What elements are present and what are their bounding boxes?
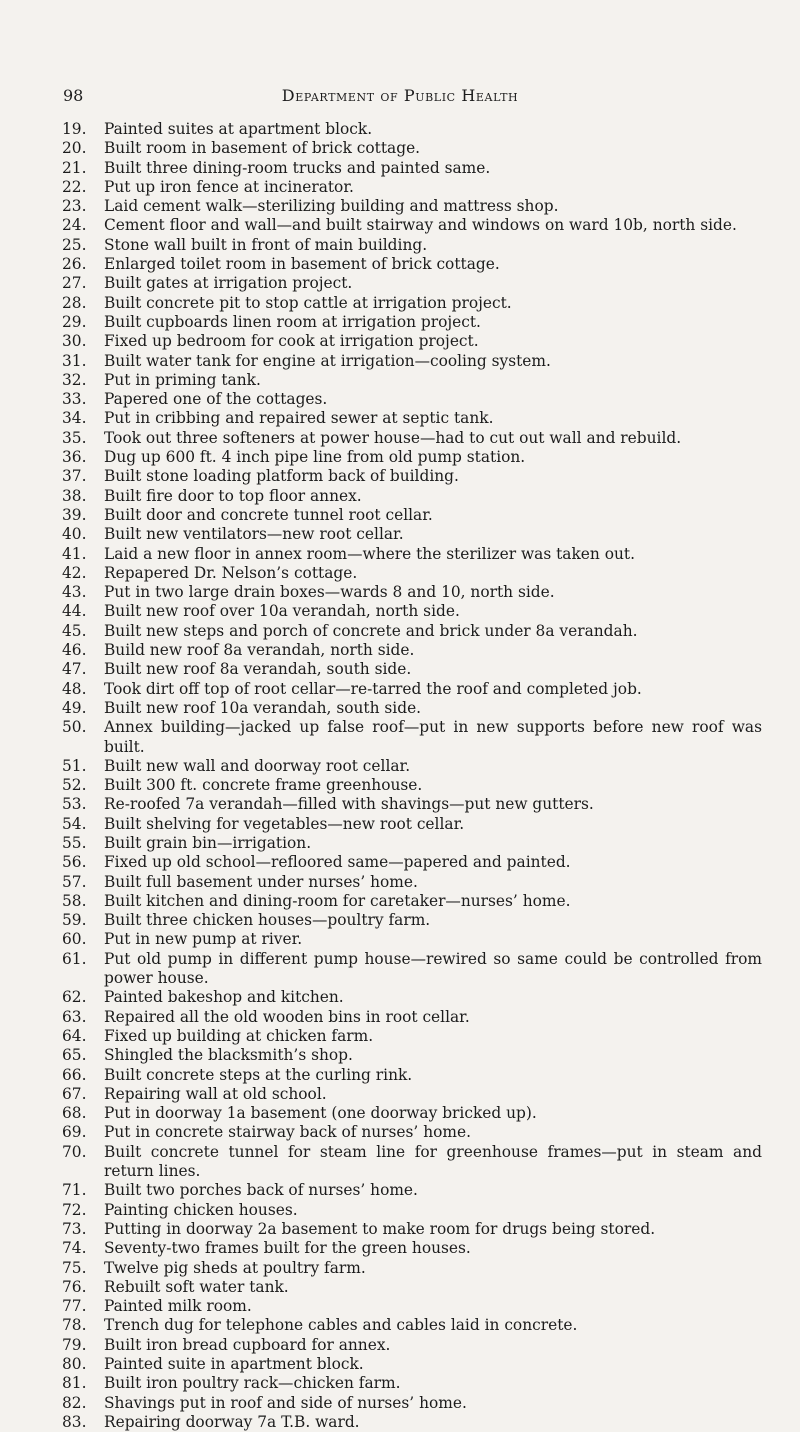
list-item	[62, 930, 762, 949]
item-number: 20.	[62, 139, 87, 158]
list-item	[62, 1201, 762, 1220]
page-number: 98	[63, 86, 84, 105]
list-item	[62, 139, 762, 158]
item-text: Put in concrete stairway back of nurses’ home.	[104, 1123, 471, 1142]
item-text: Repapered Dr. Nelson’s cottage.	[104, 563, 358, 582]
list-item	[62, 950, 762, 989]
item-number: 77.	[62, 1297, 87, 1316]
item-number: 61.	[62, 949, 87, 968]
item-number: 47.	[62, 660, 87, 679]
item-number: 71.	[62, 1181, 87, 1200]
item-number: 66.	[62, 1065, 87, 1084]
item-text: Built new roof over 10a verandah, north side.	[104, 602, 460, 621]
item-number: 69.	[62, 1123, 87, 1142]
item-number: 54.	[62, 814, 87, 833]
list-item	[62, 853, 762, 872]
item-text: Built new roof 8a verandah, south side.	[104, 660, 412, 679]
list-item	[62, 1394, 762, 1413]
list-item	[62, 120, 762, 139]
item-text: Painting chicken houses.	[104, 1200, 298, 1219]
list-item	[62, 390, 762, 409]
list-item	[62, 815, 762, 834]
item-text: Putting in doorway 2a basement to make room for drugs being stored.	[104, 1219, 656, 1238]
item-number: 83.	[62, 1412, 87, 1431]
list-item	[62, 1278, 762, 1297]
item-number: 35.	[62, 428, 87, 447]
list-item	[62, 795, 762, 814]
running-head: Department of Public Health	[281, 86, 519, 105]
list-item	[62, 873, 762, 892]
item-text: Put up iron fence at incinerator.	[104, 177, 354, 196]
item-number: 50.	[62, 718, 87, 737]
item-text: Built new ventilators—new root cellar.	[104, 525, 404, 544]
list-item	[62, 448, 762, 467]
list-item	[62, 178, 762, 197]
list-item	[62, 988, 762, 1007]
list-item	[62, 911, 762, 930]
list-item	[62, 1374, 762, 1393]
item-number: 25.	[62, 235, 87, 254]
item-text: Built three chicken houses—poultry farm.	[104, 911, 431, 930]
item-text: Trench dug for telephone cables and cables laid in concrete.	[104, 1316, 578, 1335]
item-number: 43.	[62, 583, 87, 602]
list-item	[62, 1027, 762, 1046]
item-text: Put in new pump at river.	[104, 930, 303, 949]
list-item	[62, 429, 762, 448]
item-number: 53.	[62, 795, 87, 814]
list-item	[62, 1066, 762, 1085]
item-text: Painted suites at apartment block.	[104, 120, 373, 138]
item-text: Stone wall built in front of main building.	[104, 235, 428, 254]
item-text: Shingled the blacksmith’s shop.	[104, 1046, 353, 1065]
item-number: 29.	[62, 312, 87, 331]
item-number: 56.	[62, 853, 87, 872]
list-item	[62, 718, 762, 757]
item-number: 68.	[62, 1104, 87, 1123]
list-item	[62, 1297, 762, 1316]
item-number: 81.	[62, 1374, 87, 1393]
item-text: Seventy-two frames built for the green houses.	[104, 1239, 471, 1258]
item-number: 52.	[62, 776, 87, 795]
item-text: Painted bakeshop and kitchen.	[104, 988, 344, 1007]
item-text: Built room in basement of brick cottage.	[104, 139, 421, 158]
item-number: 55.	[62, 833, 87, 852]
item-text: Built concrete pit to stop cattle at irrigation project.	[104, 293, 512, 312]
item-number: 28.	[62, 293, 87, 312]
list-item	[62, 525, 762, 544]
item-number: 40.	[62, 525, 87, 544]
list-item	[62, 197, 762, 216]
item-number: 73.	[62, 1219, 87, 1238]
item-text: Rebuilt soft water tank.	[104, 1277, 289, 1296]
list-item	[62, 487, 762, 506]
item-text: Built iron bread cupboard for annex.	[104, 1335, 391, 1354]
item-text: Enlarged toilet room in basement of brick cottage.	[104, 255, 500, 274]
item-text: Built three dining-room trucks and painted same.	[104, 158, 491, 177]
list-item	[62, 1220, 762, 1239]
work-items-list	[62, 120, 762, 1432]
item-number: 63.	[62, 1007, 87, 1026]
item-number: 34.	[62, 409, 87, 428]
item-text: Shavings put in roof and side of nurses’ home.	[104, 1393, 467, 1412]
list-item	[62, 1181, 762, 1200]
item-number: 24.	[62, 216, 87, 235]
list-item	[62, 1008, 762, 1027]
item-text: Fixed up building at chicken farm.	[104, 1026, 374, 1045]
item-text: Papered one of the cottages.	[104, 390, 328, 409]
item-number: 75.	[62, 1258, 87, 1277]
list-item	[62, 294, 762, 313]
item-text: Built door and concrete tunnel root cellar.	[104, 505, 433, 524]
list-item	[62, 622, 762, 641]
list-item	[62, 332, 762, 351]
item-text: Built cupboards linen room at irrigation project.	[104, 312, 481, 331]
item-text: Painted milk room.	[104, 1297, 252, 1316]
item-number: 51.	[62, 756, 87, 775]
item-text: Built water tank for engine at irrigation—cooling system.	[104, 351, 551, 370]
list-item	[62, 1316, 762, 1335]
item-text: Built grain bin—irrigation.	[104, 833, 312, 852]
item-number: 70.	[62, 1142, 87, 1161]
list-item	[62, 409, 762, 428]
item-number: 23.	[62, 197, 87, 216]
item-number: 21.	[62, 158, 87, 177]
item-text: Put in doorway 1a basement (one doorway bricked up).	[104, 1104, 537, 1123]
item-number: 49.	[62, 698, 87, 717]
item-text: Fixed up old school—refloored same—papered and painted.	[104, 853, 571, 872]
item-number: 72.	[62, 1200, 87, 1219]
list-item	[62, 216, 762, 235]
item-number: 60.	[62, 930, 87, 949]
item-text: Built new wall and doorway root cellar.	[104, 756, 411, 775]
list-item	[62, 1336, 762, 1355]
list-item	[62, 1104, 762, 1123]
item-number: 80.	[62, 1355, 87, 1373]
item-number: 58.	[62, 891, 87, 910]
item-text: Build new roof 8a verandah, north side.	[104, 641, 415, 660]
item-text: Re-roofed 7a verandah—filled with shavings—put new gutters.	[104, 795, 594, 814]
item-number: 67.	[62, 1084, 87, 1103]
item-number: 76.	[62, 1277, 87, 1296]
item-text: Repairing wall at old school.	[104, 1084, 327, 1103]
item-number: 22.	[62, 177, 87, 196]
list-item	[62, 467, 762, 486]
list-item	[62, 371, 762, 390]
list-item	[62, 1046, 762, 1065]
item-text: Built concrete tunnel for steam line for greenhouse frames—put in steam and return lines.	[104, 1142, 762, 1181]
list-item	[62, 1085, 762, 1104]
item-text: Put in two large drain boxes—wards 8 and 10, north side.	[104, 583, 555, 602]
list-item	[62, 564, 762, 583]
item-number: 31.	[62, 351, 87, 370]
list-item	[62, 641, 762, 660]
item-text: Built two porches back of nurses’ home.	[104, 1181, 418, 1200]
item-number: 62.	[62, 988, 87, 1007]
list-item	[62, 757, 762, 776]
item-number: 59.	[62, 911, 87, 930]
item-text: Fixed up bedroom for cook at irrigation project.	[104, 332, 479, 351]
item-number: 78.	[62, 1316, 87, 1335]
item-text: Laid cement walk—sterilizing building and mattress shop.	[104, 197, 559, 216]
item-number: 46.	[62, 641, 87, 660]
item-text: Painted suite in apartment block.	[104, 1355, 364, 1373]
list-item	[62, 506, 762, 525]
list-item	[62, 352, 762, 371]
item-number: 32.	[62, 370, 87, 389]
item-text: Built full basement under nurses’ home.	[104, 872, 418, 891]
list-item	[62, 1259, 762, 1278]
item-number: 79.	[62, 1335, 87, 1354]
item-text: Built fire door to top floor annex.	[104, 486, 362, 505]
item-text: Took out three softeners at power house—had to cut out wall and rebuild.	[104, 428, 682, 447]
list-item	[62, 834, 762, 853]
item-text: Built stone loading platform back of building.	[104, 467, 459, 486]
item-number: 27.	[62, 274, 87, 293]
item-number: 19.	[62, 120, 87, 138]
item-number: 30.	[62, 332, 87, 351]
list-item	[62, 1123, 762, 1142]
item-text: Built new roof 10a verandah, south side.	[104, 698, 422, 717]
item-text: Built new steps and porch of concrete and brick under 8a verandah.	[104, 621, 638, 640]
list-item	[62, 1143, 762, 1182]
list-item	[62, 583, 762, 602]
list-item	[62, 159, 762, 178]
list-item	[62, 545, 762, 564]
list-item	[62, 274, 762, 293]
item-number: 44.	[62, 602, 87, 621]
item-text: Twelve pig sheds at poultry farm.	[104, 1258, 366, 1277]
list-item	[62, 255, 762, 274]
item-text: Built kitchen and dining-room for caretaker—nurses’ home.	[104, 891, 571, 910]
list-item	[62, 236, 762, 255]
item-text: Repaired all the old wooden bins in root cellar.	[104, 1007, 470, 1026]
list-item	[62, 680, 762, 699]
list-item	[62, 699, 762, 718]
item-text: Built gates at irrigation project.	[104, 274, 353, 293]
item-number: 82.	[62, 1393, 87, 1412]
item-text: Put old pump in different pump house—rewired so same could be controlled from power house.	[104, 949, 762, 988]
item-number: 41.	[62, 544, 87, 563]
item-text: Built shelving for vegetables—new root cellar.	[104, 814, 465, 833]
item-text: Built 300 ft. concrete frame greenhouse.	[104, 776, 423, 795]
item-number: 39.	[62, 505, 87, 524]
item-number: 36.	[62, 448, 87, 467]
item-text: Cement floor and wall—and built stairway and windows on ward 10b, north side.	[104, 216, 737, 235]
list-item	[62, 1355, 762, 1374]
item-number: 45.	[62, 621, 87, 640]
item-number: 38.	[62, 486, 87, 505]
list-item	[62, 1413, 762, 1432]
item-text: Took dirt off top of root cellar—re-tarred the roof and completed job.	[104, 679, 642, 698]
item-number: 26.	[62, 255, 87, 274]
item-text: Annex building—jacked up false roof—put in new supports before new roof was built.	[104, 718, 762, 756]
item-number: 57.	[62, 872, 87, 891]
item-number: 37.	[62, 467, 87, 486]
list-item	[62, 892, 762, 911]
item-text: Put in priming tank.	[104, 370, 261, 389]
list-item	[62, 313, 762, 332]
item-text: Built concrete steps at the curling rink.	[104, 1065, 413, 1084]
item-text: Dug up 600 ft. 4 inch pipe line from old pump station.	[104, 448, 526, 467]
item-number: 48.	[62, 679, 87, 698]
list-item	[62, 1239, 762, 1258]
item-number: 74.	[62, 1239, 87, 1258]
item-number: 42.	[62, 563, 87, 582]
item-text: Put in cribbing and repaired sewer at septic tank.	[104, 409, 494, 428]
list-item	[62, 660, 762, 679]
item-number: 33.	[62, 390, 87, 409]
item-text: Built iron poultry rack—chicken farm.	[104, 1374, 401, 1393]
item-number: 64.	[62, 1026, 87, 1045]
item-number: 65.	[62, 1046, 87, 1065]
item-text: Laid a new floor in annex room—where the sterilizer was taken out.	[104, 544, 635, 563]
list-item	[62, 602, 762, 621]
list-item	[62, 776, 762, 795]
item-text: Repairing doorway 7a T.B. ward.	[104, 1412, 360, 1431]
